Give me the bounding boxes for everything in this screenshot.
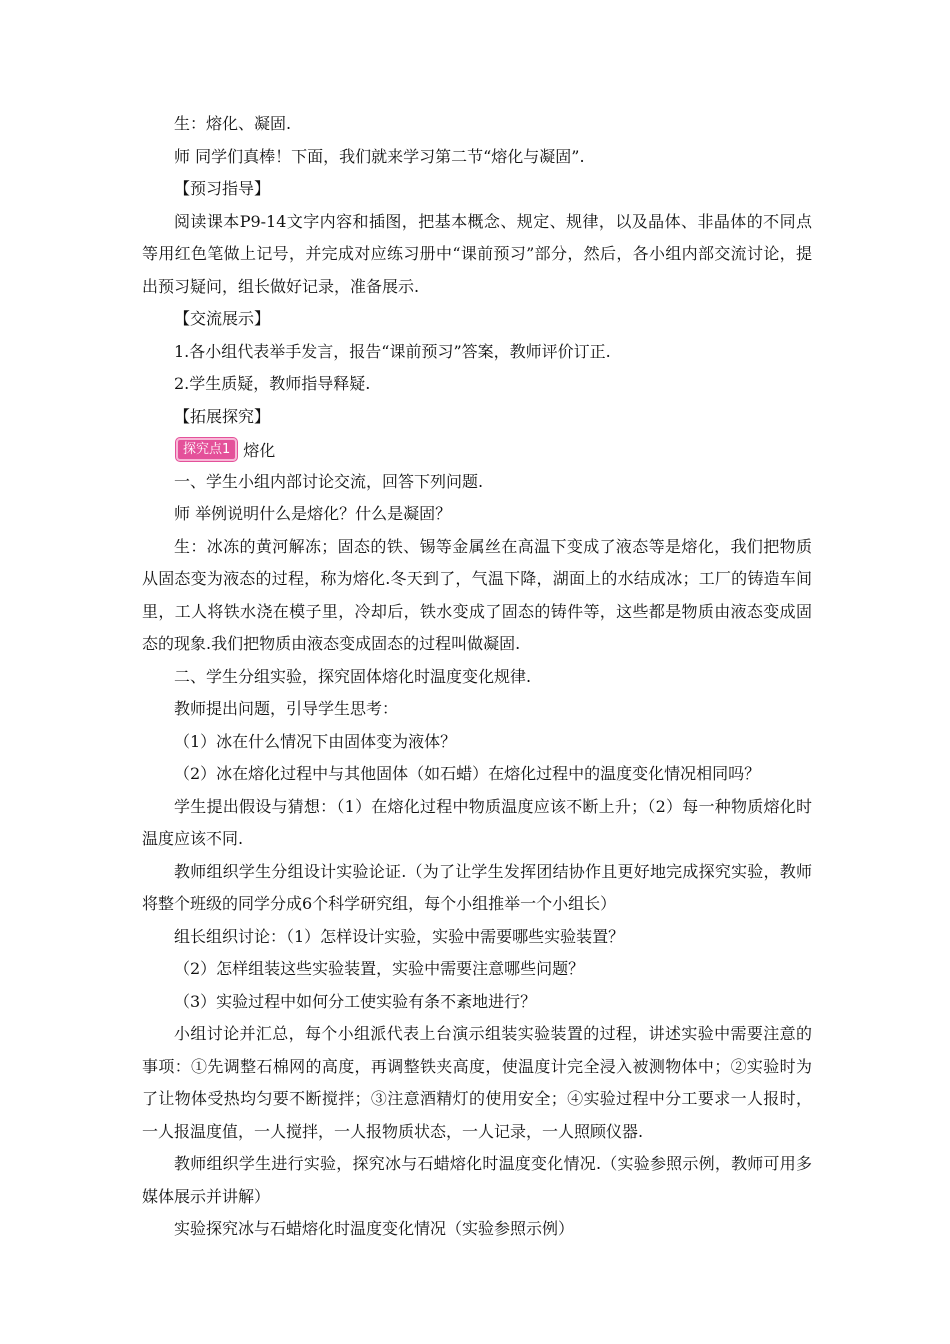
paragraph: （2）怎样组装这些实验装置，实验中需要注意哪些问题？ xyxy=(174,959,585,978)
paragraph: （3）实验过程中如何分工使实验有条不紊地进行？ xyxy=(174,991,537,1011)
section-heading: 【交流展示】 xyxy=(174,309,271,328)
paragraph: 小组讨论并汇总，每个小组派代表上台演示组装实验装置的过程，讲述实验中需要注意的事项：①先调整石棉网的高度，再调整铁夹高度，使温度计完全浸入被测物体中；②实验时为了让物体受热均匀要不断搅拌；③注意酒精灯的使用安全；④实验过程中分工要求一人报时，一人报温度值，一人搅拌，一人报物质状态，一人记录，一人照顾仪器. xyxy=(142,1024,812,1141)
section-heading: 【预习指导】 xyxy=(174,179,271,198)
document-page xyxy=(142,108,812,1246)
paragraph: 教师组织学生分组设计实验论证.（为了让学生发挥团结协作且更好地完成探究实验，教师将整个班级的同学分成6个科学研究组，每个小组推举一个小组长） xyxy=(142,861,812,913)
paragraph: 教师组织学生进行实验，探究冰与石蜡熔化时温度变化情况.（实验参照示例，教师可用多媒体展示并讲解） xyxy=(142,1154,812,1206)
inquiry-point-row xyxy=(142,433,812,466)
paragraph: 一、学生小组内部讨论交流，回答下列问题. xyxy=(174,471,484,491)
paragraph: 师 举例说明什么是熔化？什么是凝固？ xyxy=(174,504,452,523)
paragraph: （1）冰在什么情况下由固体变为液体？ xyxy=(174,731,457,751)
paragraph: （2）冰在熔化过程中与其他固体（如石蜡）在熔化过程中的温度变化情况相同吗？ xyxy=(174,764,761,783)
paragraph: 二、学生分组实验，探究固体熔化时温度变化规律. xyxy=(174,666,532,686)
inquiry-point-badge: 探究点1 xyxy=(176,438,237,461)
paragraph: 2.学生质疑，教师指导释疑. xyxy=(174,374,371,393)
section-heading: 【拓展探究】 xyxy=(174,406,271,426)
paragraph: 实验探究冰与石蜡熔化时温度变化情况（实验参照示例） xyxy=(174,1219,575,1238)
paragraph: 学生提出假设与猜想：（1）在熔化过程中物质温度应该不断上升；（2）每一种物质熔化时温度应该不同. xyxy=(142,796,812,848)
paragraph: 1.各小组代表举手发言，报告“课前预习”答案，教师评价订正. xyxy=(174,341,611,361)
inquiry-point-title: 熔化 xyxy=(243,440,276,460)
paragraph: 师 同学们真棒！下面，我们就来学习第二节“熔化与凝固”. xyxy=(174,146,585,166)
paragraph: 生：冰冻的黄河解冻；固态的铁、锡等金属丝在高温下变成了液态等是熔化，我们把物质从固态变为液态的过程，称为熔化.冬天到了，气温下降，湖面上的水结成冰；工厂的铸造车间里，工人将铁水浇在模子里，冷却后，铁水变成了固态的铸件等，这些都是物质由液态变成固态的现象.我们把物质由液态变成固态的过程叫做凝固. xyxy=(142,536,812,653)
paragraph: 阅读课本P9-14文字内容和插图，把基本概念、规定、规律，以及晶体、非晶体的不同点等用红色笔做上记号，并完成对应练习册中“课前预习”部分，然后，各小组内部交流讨论，提出预习疑问，组长做好记录，准备展示. xyxy=(142,211,812,296)
paragraph: 组长组织讨论：（1）怎样设计实验，实验中需要哪些实验装置？ xyxy=(174,926,625,946)
paragraph: 生：熔化、凝固. xyxy=(174,114,292,133)
paragraph: 教师提出问题，引导学生思考： xyxy=(174,699,399,718)
